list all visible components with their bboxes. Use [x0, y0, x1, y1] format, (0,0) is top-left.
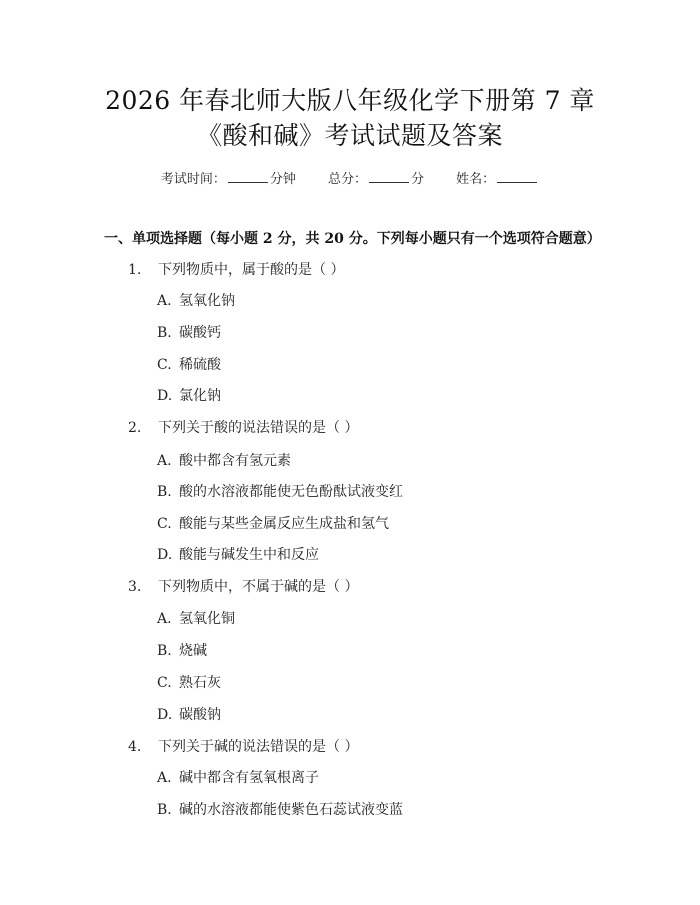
- answer-option: [157, 800, 403, 820]
- option-letter: A.: [157, 453, 172, 469]
- option-text: 酸的水溶液都能使无色酚酞试液变红: [179, 484, 403, 500]
- name-label: 姓名：: [456, 172, 496, 187]
- question-number: 2.: [128, 420, 142, 436]
- name-blank: [497, 170, 537, 183]
- answer-option: [157, 291, 235, 311]
- option-letter: D.: [157, 707, 173, 723]
- question-number: 1.: [128, 262, 142, 278]
- answer-option: [157, 673, 221, 693]
- option-letter: C.: [157, 357, 172, 373]
- option-text: 烧碱: [179, 643, 207, 659]
- answer-option: [157, 482, 403, 502]
- option-letter: D.: [157, 547, 173, 563]
- total-score-blank: [369, 170, 409, 183]
- answer-option: [157, 323, 221, 343]
- exam-time-blank: [228, 170, 268, 183]
- option-letter: B.: [157, 325, 172, 341]
- page-title-line-1: 2026 年春北师大版八年级化学下册第 7 章: [105, 86, 595, 115]
- option-text: 熟石灰: [179, 675, 221, 691]
- option-text: 氢氧化钠: [179, 293, 235, 309]
- option-letter: A.: [157, 293, 172, 309]
- answer-option: [157, 451, 291, 471]
- option-text: 酸中都含有氢元素: [179, 453, 291, 469]
- exam-time-field: [161, 170, 296, 189]
- option-text: 酸能与碱发生中和反应: [179, 547, 319, 563]
- option-text: 碱中都含有氢氧根离子: [179, 770, 319, 786]
- question-text: 下列关于碱的说法错误的是（ ）: [158, 739, 359, 755]
- question-stem: [128, 260, 344, 280]
- total-score-unit: 分: [411, 172, 425, 187]
- option-letter: D.: [157, 388, 173, 404]
- answer-option: [157, 514, 389, 534]
- option-text: 稀硫酸: [179, 357, 221, 373]
- option-letter: B.: [157, 802, 172, 818]
- option-letter: A.: [157, 611, 172, 627]
- section-heading-single-choice: 一、单项选择题（每小题 2 分，共 20 分。下列每小题只有一个选项符合题意）: [104, 231, 601, 247]
- question-number: 4.: [128, 739, 142, 755]
- question-stem: [128, 577, 358, 597]
- question-stem: [128, 418, 358, 438]
- answer-option: [157, 545, 319, 565]
- answer-option: [157, 768, 319, 788]
- option-letter: B.: [157, 484, 172, 500]
- exam-time-unit: 分钟: [269, 172, 296, 187]
- option-letter: A.: [157, 770, 172, 786]
- option-text: 酸能与某些金属反应生成盐和氢气: [179, 516, 389, 532]
- question-number: 3.: [128, 579, 142, 595]
- total-score-field: [328, 170, 424, 189]
- total-score-label: 总分：: [327, 172, 367, 187]
- answer-option: [157, 609, 235, 629]
- option-text: 碳酸钙: [179, 325, 221, 341]
- option-text: 氢氧化铜: [179, 611, 235, 627]
- question-stem: [128, 737, 358, 757]
- option-letter: C.: [157, 675, 172, 691]
- option-text: 碱的水溶液都能使紫色石蕊试液变蓝: [179, 802, 403, 818]
- answer-option: [157, 705, 221, 725]
- option-letter: C.: [157, 516, 172, 532]
- name-field: [456, 170, 539, 189]
- question-text: 下列关于酸的说法错误的是（ ）: [158, 420, 359, 436]
- option-letter: B.: [157, 643, 172, 659]
- question-text: 下列物质中，不属于碱的是（ ）: [158, 579, 359, 595]
- option-text: 碳酸钠: [179, 707, 221, 723]
- question-text: 下列物质中，属于酸的是（ ）: [158, 262, 345, 278]
- answer-option: [157, 355, 221, 375]
- answer-option: [157, 641, 207, 661]
- exam-info-row: [0, 170, 700, 189]
- exam-time-label: 考试时间：: [160, 172, 226, 187]
- page-title-line-2: 《酸和碱》考试试题及答案: [196, 121, 503, 150]
- answer-option: [157, 386, 221, 406]
- option-text: 氯化钠: [179, 388, 221, 404]
